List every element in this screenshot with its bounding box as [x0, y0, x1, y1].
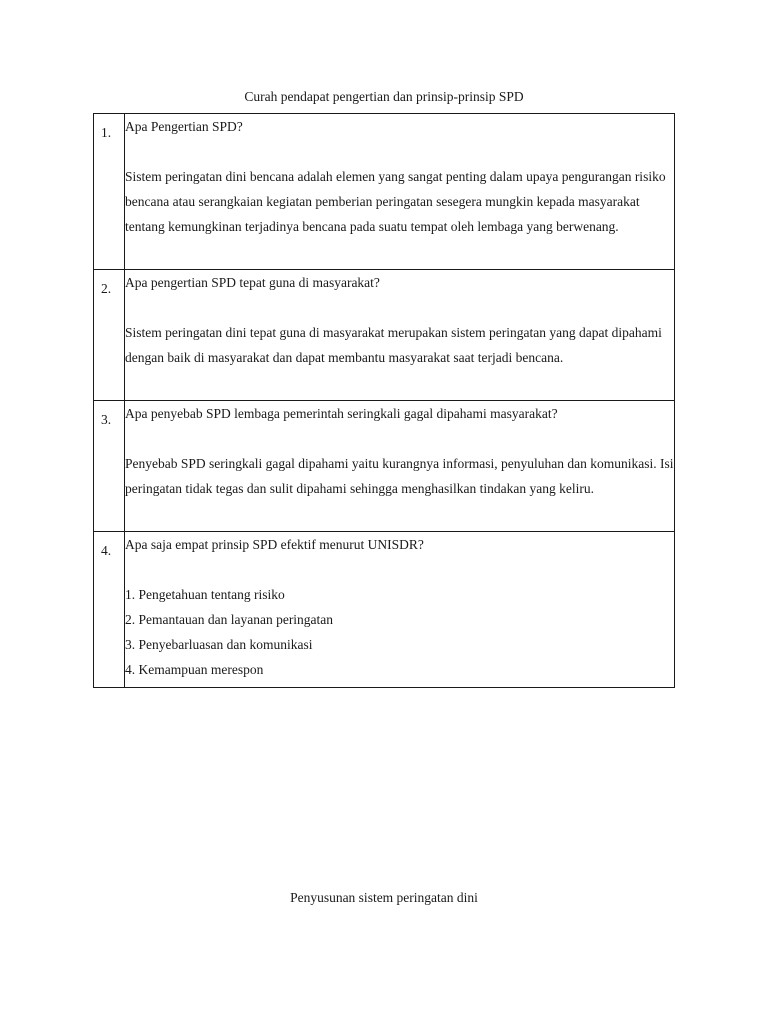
- list-item: 4. Kemampuan merespon: [125, 662, 264, 677]
- row-number-cell: [94, 114, 125, 270]
- row-number-cell: [94, 401, 125, 532]
- row-content-cell: [125, 532, 675, 688]
- list-item: 1. Pengetahuan tentang risiko: [125, 587, 285, 602]
- table-row: [94, 401, 675, 532]
- list-item: 2. Pemantauan dan layanan peringatan: [125, 612, 334, 627]
- row-number-cell: [94, 532, 125, 688]
- row-number: 1.: [101, 125, 112, 140]
- question-text: Apa penyebab SPD lembaga pemerintah seringkali gagal dipahami masyarakat?: [125, 406, 558, 421]
- qa-table: [93, 113, 675, 688]
- row-number: 2.: [101, 281, 112, 296]
- row-number-cell: [94, 270, 125, 401]
- row-content-cell: [125, 114, 675, 270]
- answer-text: Sistem peringatan dini bencana adalah elemen yang sangat penting dalam upaya pengurangan risiko bencana atau serangkaian kegiatan pemberian peringatan sesegera mungkin kepada masyarakat tentang kemungkinan terjadinya bencana pada suatu tempat oleh lembaga yang berwenang.: [125, 169, 666, 234]
- question-text: Apa saja empat prinsip SPD efektif menurut UNISDR?: [125, 537, 424, 552]
- table-row: [94, 114, 675, 270]
- document-title: Curah pendapat pengertian dan prinsip-prinsip SPD: [244, 89, 524, 104]
- row-content-cell: [125, 401, 675, 532]
- row-number: 3.: [101, 412, 112, 427]
- list-item: 3. Penyebarluasan dan komunikasi: [125, 637, 313, 652]
- row-content-cell: [125, 270, 675, 401]
- table-row: [94, 532, 675, 688]
- answer-text: Penyebab SPD seringkali gagal dipahami yaitu kurangnya informasi, penyuluhan dan komunikasi. Isi peringatan tidak tegas dan sulit dipahami sehingga menghasilkan tindakan yang keliru.: [125, 456, 674, 496]
- table-row: [94, 270, 675, 401]
- question-text: Apa Pengertian SPD?: [125, 119, 243, 134]
- section-title: Penyusunan sistem peringatan dini: [290, 890, 478, 905]
- answer-text: Sistem peringatan dini tepat guna di masyarakat merupakan sistem peringatan yang dapat dipahami dengan baik di masyarakat dan dapat membantu masyarakat saat terjadi bencana.: [125, 325, 662, 365]
- question-text: Apa pengertian SPD tepat guna di masyarakat?: [125, 275, 380, 290]
- row-number: 4.: [101, 543, 112, 558]
